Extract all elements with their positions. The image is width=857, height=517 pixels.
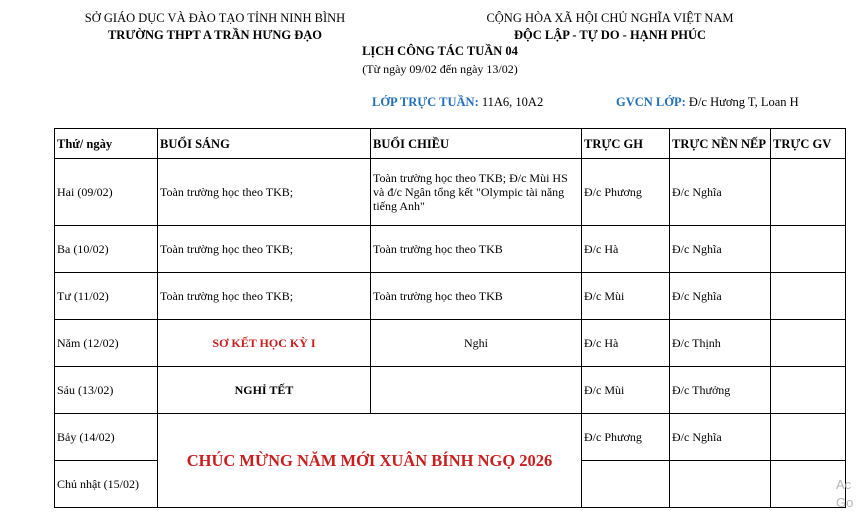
day-cell: Hai (09/02) (55, 159, 158, 226)
duty-class-value: 11A6, 10A2 (481, 95, 544, 109)
afternoon-cell: Nghỉ (371, 320, 582, 367)
morning-cell: Toàn trường học theo TKB; (158, 273, 371, 320)
afternoon-cell: Toàn trường học theo TKB (371, 226, 582, 273)
afternoon-cell: Toàn trường học theo TKB (371, 273, 582, 320)
day-cell: Sáu (13/02) (55, 367, 158, 414)
day-cell: Ba (10/02) (55, 226, 158, 273)
schedule-table (54, 128, 846, 508)
page-title: LỊCH CÔNG TÁC TUẦN 04 (362, 44, 518, 58)
truc-nen-nep-cell (670, 461, 771, 508)
truc-nen-nep-cell: Đ/c Thịnh (670, 320, 771, 367)
date-range: (Từ ngày 09/02 đến ngày 13/02) (362, 62, 518, 76)
truc-gv-cell (771, 367, 846, 414)
truc-gv-cell (771, 320, 846, 367)
table-header-row (55, 129, 846, 159)
col-morning: BUỔI SÁNG (158, 129, 371, 159)
school-name: TRƯỜNG THPT A TRẦN HƯNG ĐẠO (107, 28, 323, 42)
table-row (55, 414, 846, 461)
truc-nen-nep-cell: Đ/c Nghĩa (670, 226, 771, 273)
header-right (455, 10, 765, 44)
truc-gh-cell: Đ/c Phương (582, 159, 670, 226)
truc-gv-cell (771, 461, 846, 508)
day-cell: Tư (11/02) (55, 273, 158, 320)
truc-nen-nep-cell: Đ/c Nghĩa (670, 273, 771, 320)
truc-gv-cell (771, 159, 846, 226)
duty-class-label: LỚP TRỰC TUẦN: (372, 95, 479, 109)
truc-gh-cell: Đ/c Mùi (582, 273, 670, 320)
morning-cell: NGHỈ TẾT (158, 367, 371, 414)
table-row (55, 320, 846, 367)
duty-gvcn (616, 95, 799, 110)
table-row (55, 159, 846, 226)
truc-nen-nep-cell: Đ/c Nghĩa (670, 414, 771, 461)
truc-gh-cell: Đ/c Phương (582, 414, 670, 461)
col-afternoon: BUỔI CHIỀU (371, 129, 582, 159)
truc-gh-cell (582, 461, 670, 508)
watermark-line-1: Ac (836, 477, 852, 492)
truc-gh-cell: Đ/c Hà (582, 226, 670, 273)
gvcn-value: Đ/c Hương T, Loan H (688, 95, 799, 109)
day-cell: Chủ nhật (15/02) (55, 461, 158, 508)
col-truc-nen-nep: TRỰC NỀN NẾP (670, 129, 771, 159)
afternoon-cell: Toàn trường học theo TKB; Đ/c Mùi HS và đ/c Ngân tổng kết "Olympic tài năng tiếng Anh" (371, 159, 582, 226)
truc-gv-cell (771, 226, 846, 273)
table-row (55, 226, 846, 273)
col-truc-gh: TRỰC GH (582, 129, 670, 159)
country-name: CỘNG HÒA XÃ HỘI CHỦ NGHĨA VIỆT NAM (486, 11, 734, 25)
col-truc-gv: TRỰC GV (771, 129, 846, 159)
truc-gv-cell (771, 414, 846, 461)
motto: ĐỘC LẬP - TỰ DO - HẠNH PHÚC (513, 28, 706, 42)
department-name: SỞ GIÁO DỤC VÀ ĐÀO TẠO TỈNH NINH BÌNH (84, 11, 346, 25)
truc-gv-cell (771, 273, 846, 320)
afternoon-cell (371, 367, 582, 414)
truc-gh-cell: Đ/c Hà (582, 320, 670, 367)
duty-class (372, 95, 543, 110)
morning-cell: SƠ KẾT HỌC KỲ I (158, 320, 371, 367)
truc-gh-cell: Đ/c Mùi (582, 367, 670, 414)
truc-nen-nep-cell: Đ/c Thưởng (670, 367, 771, 414)
watermark-line-2: Go (836, 495, 854, 510)
table-row (55, 273, 846, 320)
morning-cell: Toàn trường học theo TKB; (158, 226, 371, 273)
gvcn-label: GVCN LỚP: (616, 95, 686, 109)
col-day: Thứ/ ngày (55, 129, 158, 159)
day-cell: Năm (12/02) (55, 320, 158, 367)
morning-cell: Toàn trường học theo TKB; (158, 159, 371, 226)
new-year-banner: CHÚC MỪNG NĂM MỚI XUÂN BÍNH NGỌ 2026 (158, 414, 582, 508)
table-row (55, 367, 846, 414)
day-cell: Bảy (14/02) (55, 414, 158, 461)
truc-nen-nep-cell: Đ/c Nghĩa (670, 159, 771, 226)
activation-watermark (836, 476, 853, 512)
header-left (60, 10, 370, 44)
